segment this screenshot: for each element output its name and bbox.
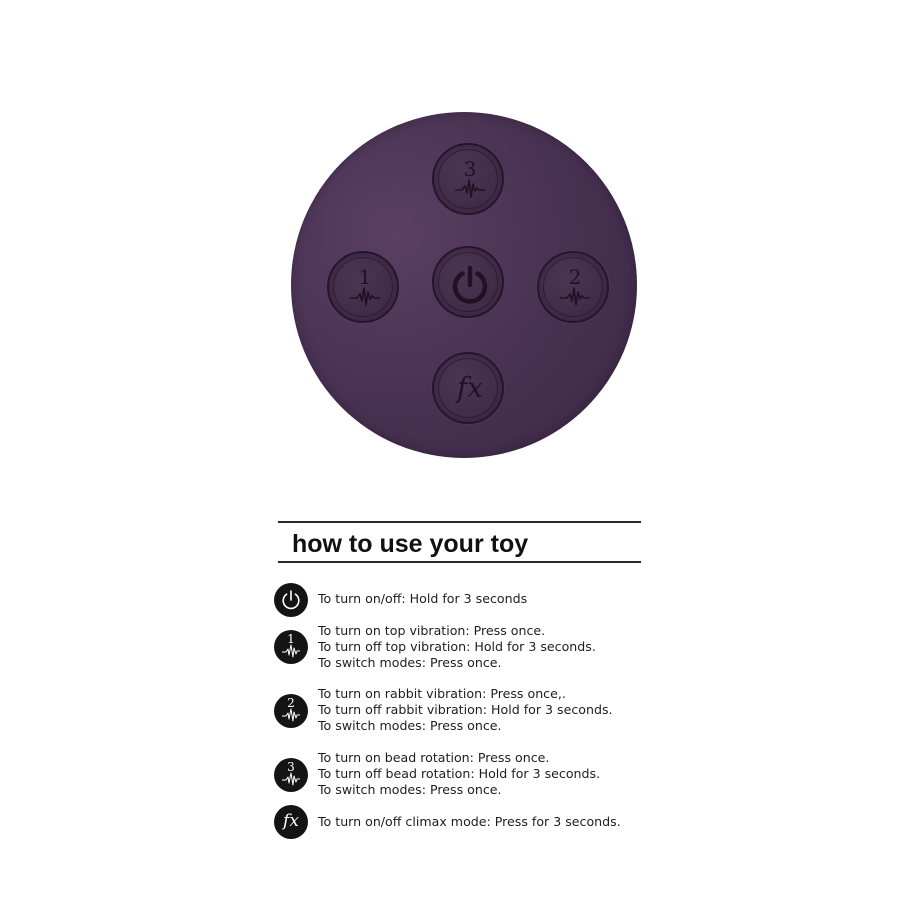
button-2-legend-icon	[274, 694, 308, 728]
legend-number: 3	[287, 760, 295, 774]
instruction-line: To turn on top vibration: Press once.	[318, 623, 546, 638]
power-icon	[274, 583, 308, 617]
instruction-line: To turn on rabbit vibration: Press once,.	[318, 686, 566, 701]
guide-title: how to use your toy	[292, 530, 529, 558]
remote-button-1[interactable]	[327, 251, 399, 323]
remote-control-face	[291, 112, 637, 458]
button-1-number: 1	[358, 265, 372, 289]
vibration-wave-icon	[274, 694, 308, 728]
remote-button-2[interactable]	[537, 251, 609, 323]
fx-legend-icon	[274, 805, 308, 839]
instruction-line: To switch modes: Press once.	[318, 718, 502, 733]
button-2-number: 2	[568, 265, 582, 289]
vibration-wave-icon	[274, 758, 308, 792]
instruction-line: To switch modes: Press once.	[318, 782, 502, 797]
instruction-button-3	[318, 750, 600, 798]
legend-number: 2	[287, 696, 295, 710]
vibration-wave-icon	[274, 630, 308, 664]
vibration-wave-icon	[329, 253, 401, 325]
remote-button-3[interactable]	[432, 143, 504, 215]
instruction-line: To turn on/off: Hold for 3 seconds	[318, 591, 528, 606]
power-icon	[434, 248, 506, 320]
button-1-legend-icon	[274, 630, 308, 664]
legend-fx-label: fx	[283, 811, 299, 831]
instruction-button-2	[318, 686, 613, 734]
instruction-line: To turn off top vibration: Hold for 3 seconds.	[318, 639, 596, 654]
title-bottom-rule	[278, 561, 641, 563]
instruction-line: To turn off rabbit vibration: Hold for 3 seconds.	[318, 702, 613, 717]
vibration-wave-icon	[539, 253, 611, 325]
instruction-power	[318, 591, 527, 607]
instruction-line: To turn off bead rotation: Hold for 3 seconds.	[318, 766, 601, 781]
legend-number: 1	[287, 632, 295, 646]
power-button[interactable]	[432, 246, 504, 318]
fx-label: fx	[456, 371, 484, 404]
button-3-legend-icon	[274, 758, 308, 792]
instruction-fx	[318, 814, 621, 830]
instruction-button-1	[318, 623, 596, 671]
button-3-number: 3	[463, 157, 477, 181]
instruction-line: To switch modes: Press once.	[318, 655, 502, 670]
power-legend-icon	[274, 583, 308, 617]
instruction-line: To turn on bead rotation: Press once.	[318, 750, 550, 765]
title-top-rule	[278, 521, 641, 523]
instruction-line: To turn on/off climax mode: Press for 3 seconds.	[318, 814, 621, 829]
fx-button[interactable]	[432, 352, 504, 424]
vibration-wave-icon	[434, 145, 506, 217]
